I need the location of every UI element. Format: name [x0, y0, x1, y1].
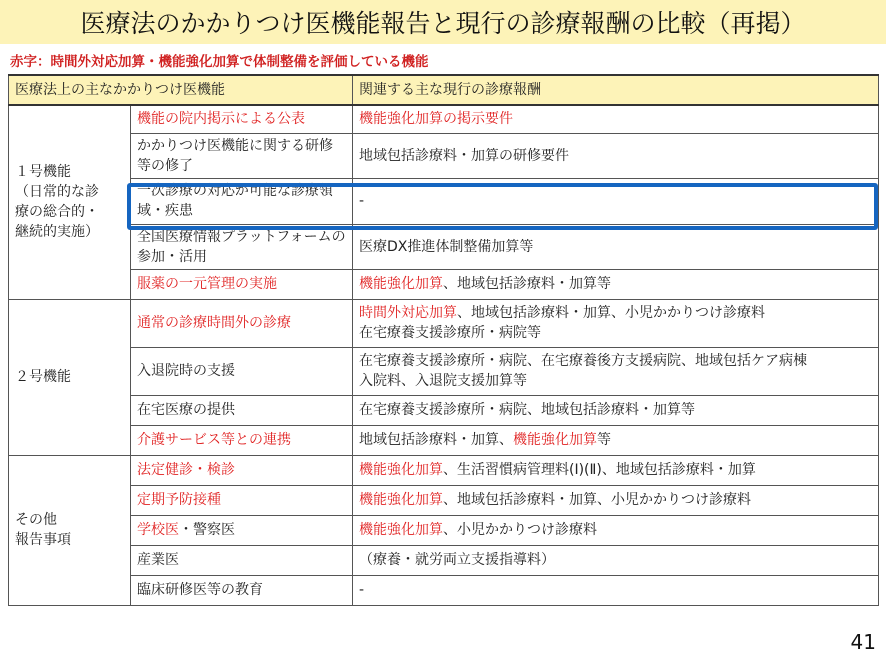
reimbursement-text: 機能強化加算 [359, 522, 443, 538]
reimbursement-line [359, 490, 872, 510]
table-row [9, 575, 879, 605]
category-line: 継続的実施） [15, 224, 99, 241]
reimbursement-cell [353, 545, 879, 575]
reimbursement-line [359, 520, 872, 540]
reimbursement-cell [353, 425, 879, 455]
reimbursement-text: 機能強化加算 [513, 432, 597, 448]
reimbursement-line [359, 191, 872, 211]
function-text: 機能の院内掲示による公表 [137, 111, 305, 128]
function-text: 学校医 [137, 522, 179, 538]
reimbursement-line [359, 146, 872, 166]
category-cell [9, 455, 131, 605]
reimbursement-text: （療養・就労両立支援指導料） [359, 552, 555, 568]
reimbursement-cell [353, 347, 879, 395]
reimbursement-line [359, 351, 872, 371]
reimbursement-text: - [359, 193, 365, 209]
function-text: 一次診療の対応が可能な診療領域・疾患 [137, 183, 333, 219]
category-cell [9, 299, 131, 455]
function-cell [131, 269, 353, 299]
category-line: １号機能 [15, 164, 71, 181]
reimbursement-text: 機能強化加算 [359, 462, 443, 478]
function-text: 法定健診・検診 [137, 462, 235, 478]
reimbursement-cell [353, 575, 879, 605]
function-text: かかりつけ医機能に関する研修等の修了 [137, 137, 333, 174]
table-header-row [9, 75, 879, 105]
page-title: 医療法のかかりつけ医機能報告と現行の診療報酬の比較（再掲） [80, 9, 806, 38]
reimbursement-text: 、地域包括診療料・加算、小児かかりつけ診療料 [443, 492, 751, 508]
category-line: （日常的な診 [15, 184, 99, 201]
function-cell [131, 455, 353, 485]
category-line: ２号機能 [15, 369, 71, 385]
table-row [9, 224, 879, 269]
table-row [9, 425, 879, 455]
reimbursement-text: 、地域包括診療料・加算、小児かかりつけ診療料 [457, 305, 765, 321]
page-number: 41 [850, 630, 876, 654]
reimbursement-line [359, 109, 872, 129]
reimbursement-line [359, 460, 872, 480]
reimbursement-cell [353, 395, 879, 425]
header-reimbursement: 関連する主な現行の診療報酬 [353, 75, 879, 105]
function-cell [131, 485, 353, 515]
reimbursement-text: 地域包括診療料・加算の研修要件 [359, 147, 569, 164]
reimbursement-text: 機能強化加算 [359, 276, 443, 292]
function-text: 在宅医療の提供 [137, 402, 235, 418]
reimbursement-cell [353, 178, 879, 224]
reimbursement-text: 時間外対応加算 [359, 305, 457, 321]
reimbursement-cell [353, 455, 879, 485]
reimbursement-text: 在宅療養支援診療所・病院、在宅療養後方支援病院、地域包括ケア病棟 [359, 353, 807, 369]
function-text: 服薬の一元管理の実施 [137, 276, 277, 292]
reimbursement-text: 、生活習慣病管理料(Ⅰ)(Ⅱ)、地域包括診療料・加算 [443, 462, 756, 478]
function-cell [131, 575, 353, 605]
category-cell [9, 105, 131, 299]
reimbursement-text: 等 [597, 432, 611, 448]
header-function: 医療法上の主なかかりつけ医機能 [9, 75, 353, 105]
table-row [9, 395, 879, 425]
table-row [9, 105, 879, 133]
reimbursement-line [359, 303, 872, 323]
reimbursement-line [359, 580, 872, 600]
function-text: 定期予防接種 [137, 492, 221, 508]
function-text: 入退院時の支援 [137, 363, 235, 379]
reimbursement-line [359, 323, 872, 343]
reimbursement-cell [353, 133, 879, 178]
function-text: 臨床研修医等の教育 [137, 582, 263, 598]
function-cell [131, 133, 353, 178]
table-row [9, 545, 879, 575]
reimbursement-cell [353, 299, 879, 347]
table-row [9, 178, 879, 224]
title-bar [0, 0, 886, 44]
reimbursement-line [359, 237, 872, 257]
function-cell [131, 347, 353, 395]
reimbursement-text: 在宅療養支援診療所・病院、地域包括診療料・加算等 [359, 402, 695, 418]
reimbursement-line [359, 371, 872, 391]
reimbursement-text: 在宅療養支援診療所・病院等 [359, 325, 541, 341]
function-cell [131, 425, 353, 455]
reimbursement-text: 、地域包括診療料・加算等 [443, 276, 611, 292]
reimbursement-text: 医療DX推進体制整備加算等 [359, 238, 534, 255]
reimbursement-cell [353, 105, 879, 133]
table-row [9, 455, 879, 485]
function-text: ・警察医 [179, 522, 235, 538]
function-text: 産業医 [137, 552, 179, 568]
reimbursement-cell [353, 485, 879, 515]
function-cell [131, 299, 353, 347]
reimbursement-cell [353, 224, 879, 269]
function-cell [131, 515, 353, 545]
reimbursement-text: 機能強化加算 [359, 492, 443, 508]
table-row [9, 485, 879, 515]
reimbursement-cell [353, 515, 879, 545]
reimbursement-line [359, 550, 872, 570]
reimbursement-text: 入院料、入退院支援加算等 [359, 373, 527, 389]
reimbursement-text: 、小児かかりつけ診療料 [443, 522, 597, 538]
function-cell [131, 178, 353, 224]
table-row [9, 347, 879, 395]
function-cell [131, 224, 353, 269]
function-text: 介護サービス等との連携 [137, 432, 291, 448]
reimbursement-text: 機能強化加算の掲示要件 [359, 111, 513, 128]
function-cell [131, 545, 353, 575]
function-cell [131, 105, 353, 133]
table-row [9, 299, 879, 347]
function-cell [131, 395, 353, 425]
function-text: 全国医療情報プラットフォームの参加・活用 [137, 228, 346, 265]
function-text: 通常の診療時間外の診療 [137, 315, 291, 331]
category-line: 療の総合的・ [15, 204, 99, 221]
table-row [9, 269, 879, 299]
legend-note: 赤字：時間外対応加算・機能強化加算で体制整備を評価している機能 [10, 54, 429, 70]
reimbursement-text: - [359, 582, 365, 598]
table-row [9, 133, 879, 178]
reimbursement-line [359, 400, 872, 420]
category-line: その他 [15, 512, 57, 528]
reimbursement-line [359, 274, 872, 294]
comparison-table [8, 74, 879, 606]
category-line: 報告事項 [15, 532, 71, 548]
reimbursement-cell [353, 269, 879, 299]
table-row [9, 515, 879, 545]
reimbursement-text: 地域包括診療料・加算、 [359, 432, 513, 448]
reimbursement-line [359, 430, 872, 450]
